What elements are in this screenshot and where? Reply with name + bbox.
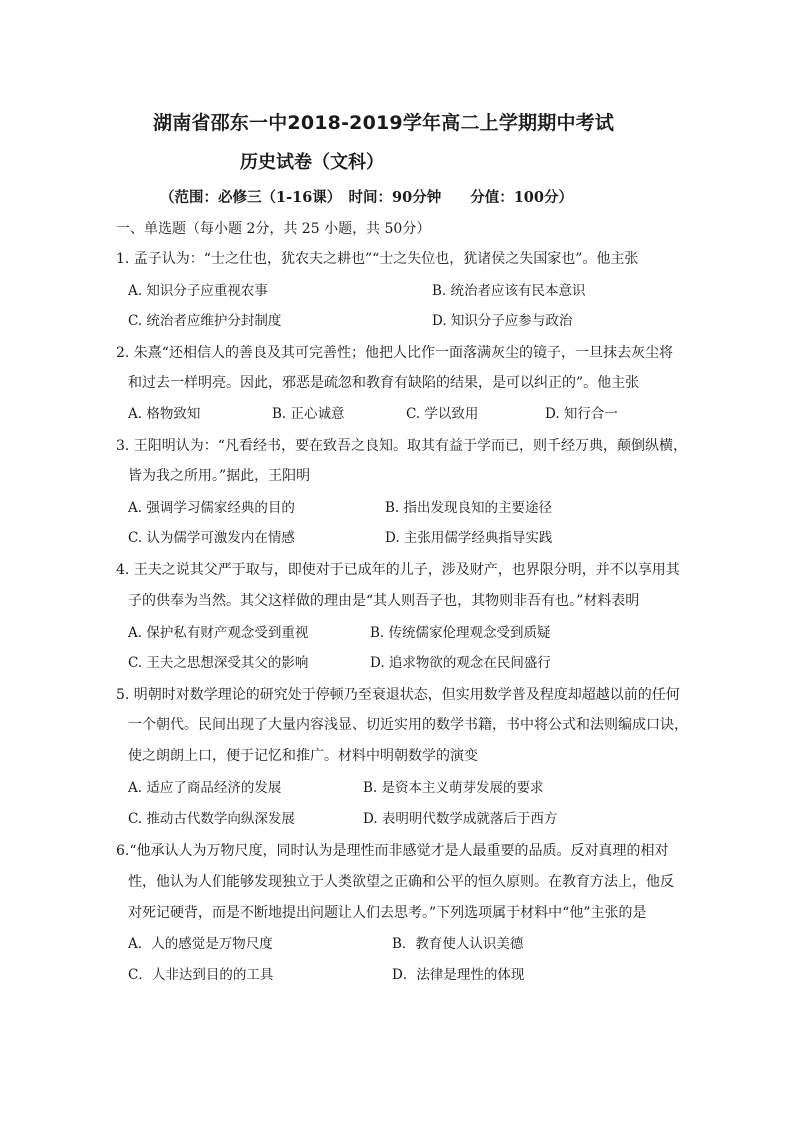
question-1-option-c: C. 统治者应维护分封制度: [128, 313, 282, 329]
question-4-option-a: A. 保护私有财产观念受到重视: [128, 625, 309, 641]
question-5-option-c: C. 推动古代数学向纵深发展: [128, 811, 295, 827]
question-6-option-a: A．人的感觉是万物尺度: [128, 936, 273, 952]
question-4-option-b: B. 传统儒家伦理观念受到质疑: [370, 625, 551, 641]
question-3-line-2: 皆为我之所用。”据此，王阳明: [128, 468, 311, 484]
question-3-line-1: 3. 王阳明认为：“凡看经书，要在致吾之良知。取其有益于学而已，则千经万典，颠倒纵横，: [116, 438, 687, 454]
question-2-option-c: C. 学以致用: [406, 406, 479, 422]
question-2-line-2: 和过去一样明亮。因此，邪恶是疏忽和教育有缺陷的结果，是可以纠正的”。他主张: [128, 375, 640, 391]
question-5-option-d: D. 表明明代数学成就落后于西方: [363, 811, 558, 827]
question-5-option-b: B. 是资本主义萌芽发展的要求: [363, 780, 544, 796]
question-5-line-2: 一个朝代。民间出现了大量内容浅显、切近实用的数学书籍，书中将公式和法则编成口诀，: [128, 717, 688, 733]
question-4-option-c: C. 王夫之思想深受其父的影响: [128, 655, 309, 671]
question-2-option-d: D. 知行合一: [545, 406, 618, 422]
question-5-option-a: A. 适应了商品经济的发展: [128, 780, 282, 796]
question-3-option-c: C. 认为儒学可激发内在情感: [128, 530, 295, 546]
question-2-line-1: 2. 朱熹“还相信人的善良及其可完善性；他把人比作一面落满灰尘的镜子，一旦抹去灰尘将: [116, 345, 673, 361]
question-6-option-d: D．法律是理性的体现: [392, 967, 525, 983]
question-3-option-b: B. 指出发现良知的主要途径: [385, 500, 553, 516]
exam-title: 湖南省邵东一中2018-2019学年高二上学期期中考试: [153, 112, 615, 134]
question-1-line-1: 1. 孟子认为：“士之仕也，犹农夫之耕也”“士之失位也，犹诸侯之失国家也”。他主张: [116, 251, 639, 267]
question-6-line-2: 性，他认为人们能够发现独立于人类欲望之正确和公平的恒久原则。在教育方法上，他反: [128, 874, 674, 890]
question-2-option-b: B. 正心诚意: [272, 406, 345, 422]
question-6-line-1: 6.“他承认人为万物尺度，同时认为是理性而非感觉才是人最重要的品质。反对真理的相对: [116, 843, 669, 859]
question-1-option-d: D. 知识分子应参与政治: [432, 313, 573, 329]
question-3-option-d: D. 主张用儒学经典指导实践: [385, 530, 553, 546]
question-6-option-c: C．人非达到目的的工具: [128, 967, 274, 983]
question-4-option-d: D. 追求物欲的观念在民间盛行: [370, 655, 551, 671]
exam-subtitle: 历史试卷（文科）: [240, 152, 384, 173]
question-6-line-3: 对死记硬背，而是不断地提出问题让人们去思考。”下列选项属于材料中“他”主张的是: [128, 905, 647, 921]
exam-info: （范围：必修三（1-16课） 时间：90分钟 分值：100分）: [160, 189, 573, 206]
question-1-option-a: A. 知识分子应重视农事: [128, 283, 268, 299]
question-2-option-a: A. 格物致知: [128, 406, 201, 422]
section-heading: 一、单选题（每小题 2分，共 25 小题，共 50分）: [116, 221, 431, 237]
question-5-line-1: 5. 明朝时对数学理论的研究处于停顿乃至衰退状态，但实用数学普及程度却超越以前的任何: [116, 687, 680, 703]
question-4-line-1: 4. 王夫之说其父严于取与，即使对于已成年的儿子，涉及财产，也界限分明，并不以享用其: [116, 562, 680, 578]
question-4-line-2: 子的供奉为当然。其父这样做的理由是“其人则吾子也，其物则非吾有也。”材料表明: [128, 593, 640, 609]
question-5-line-3: 使之朗朗上口，便于记忆和推广。材料中明朝数学的演变: [128, 748, 478, 764]
question-1-option-b: B. 统治者应该有民本意识: [432, 283, 586, 299]
question-6-option-b: B．教育使人认识美德: [392, 936, 524, 952]
question-3-option-a: A. 强调学习儒家经典的目的: [128, 500, 295, 516]
